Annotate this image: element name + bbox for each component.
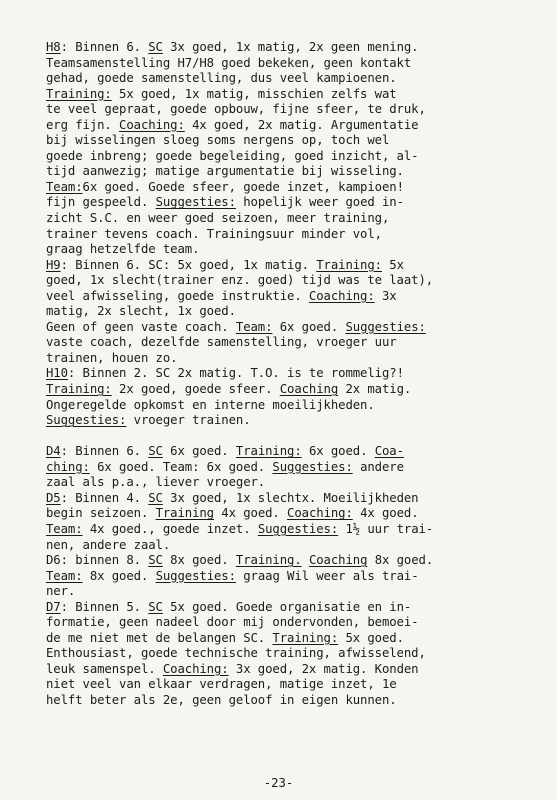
text-segment: goede inbreng; goede begeleiding, goed inzicht, al- <box>46 148 419 163</box>
underlined-label: Training: <box>235 444 302 459</box>
text-segment: : Binnen 6. <box>60 444 149 459</box>
underlined-label: Coaching <box>308 553 368 568</box>
text-segment: 5x goed. Goede organisatie en in- <box>162 599 412 614</box>
underlined-label: D5 <box>46 490 61 505</box>
text-line <box>46 211 546 227</box>
text-segment: vroeger trainen. <box>126 413 251 428</box>
underlined-label: Team: <box>46 568 83 583</box>
underlined-label: Training: <box>46 382 112 397</box>
text-segment: 6x goed. <box>301 444 375 459</box>
text-segment: tijd aanwezig; matige argumentatie bij wisseling. <box>46 164 404 179</box>
text-segment: hopelijk weer goed in- <box>235 195 404 210</box>
text-segment: nen, andere zaal. <box>46 537 171 552</box>
underlined-label: Team: <box>46 521 83 536</box>
text-line <box>46 553 546 569</box>
text-segment: 8x goed. <box>162 553 236 568</box>
text-segment: 8x goed. <box>367 553 434 568</box>
underlined-label: H8 <box>46 40 61 54</box>
text-segment: trainer tevens coach. Trainingsuur minder vol, <box>46 226 382 241</box>
text-segment: niet veel van elkaar verdragen, matige inzet, 1e <box>46 677 397 692</box>
text-line <box>46 71 546 87</box>
text-segment: : Binnen 6. <box>60 40 149 54</box>
text-line <box>46 600 546 616</box>
text-line <box>46 180 546 196</box>
text-segment: graag hetzelfde team. <box>46 242 200 257</box>
text-segment: leuk samenspel. <box>46 661 163 676</box>
text-line <box>46 460 546 476</box>
text-segment: helft beter als 2e, geen geloof in eigen kunnen. <box>46 692 397 707</box>
text-segment: 8x goed. <box>82 568 156 583</box>
text-line <box>46 382 546 398</box>
text-segment: formatie, geen nadeel door mij ondervonden, bemoei- <box>46 615 419 630</box>
text-line <box>46 195 546 211</box>
text-segment: de me niet met de belangen SC. <box>46 630 273 645</box>
text-line <box>46 584 546 600</box>
underlined-label: Suggesties: <box>272 459 353 474</box>
text-segment: 3x <box>374 288 397 303</box>
text-line <box>46 522 546 538</box>
text-segment: 4x goed, 2x matig. Argumentatie <box>184 117 419 132</box>
underlined-label: Coaching: <box>308 288 375 303</box>
text-segment: matig, 2x slecht, 1x goed. <box>46 304 236 319</box>
text-segment: fijn gespeeld. <box>46 195 156 210</box>
text-segment: D6: binnen 8. <box>46 553 149 568</box>
text-segment: 4x goed., goede inzet. <box>82 521 258 536</box>
text-segment: graag Wil weer als trai- <box>235 568 419 583</box>
underlined-label: D7 <box>46 599 61 614</box>
underlined-label: Training: <box>272 630 339 645</box>
text-line <box>46 118 546 134</box>
text-segment: 4x goed. <box>352 506 419 521</box>
text-segment: 6x goed. <box>272 319 346 334</box>
text-segment: erg fijn. <box>46 117 120 132</box>
underlined-label: SC <box>148 553 163 568</box>
text-segment: 1½ uur trai- <box>338 521 434 536</box>
underlined-label: SC <box>148 40 163 54</box>
underlined-label: Suggesties: <box>155 568 236 583</box>
underlined-label: Suggesties: <box>257 521 339 536</box>
text-segment: 6x goed. Team: 6x goed. <box>89 459 273 474</box>
text-segment: 2x matig. <box>338 382 412 397</box>
text-segment <box>302 553 309 567</box>
underlined-label: H9 <box>46 257 61 272</box>
text-line <box>46 646 546 662</box>
underlined-label: Coa- <box>374 444 404 459</box>
text-segment: : Binnen 5. <box>60 599 149 614</box>
underlined-label: H10 <box>46 366 68 381</box>
text-segment: 5x goed. <box>338 630 404 645</box>
text-segment: veel afwisseling, goede instruktie. <box>46 288 309 303</box>
text-line <box>46 304 546 320</box>
text-line <box>46 677 546 693</box>
text-line <box>46 631 546 647</box>
text-line <box>46 87 546 103</box>
text-line <box>46 102 546 118</box>
page-number: -23- <box>263 776 294 790</box>
text-segment: zicht S.C. en weer goed seizoen, meer training, <box>46 211 390 226</box>
text-segment: 3x goed, 1x matig, 2x geen mening. <box>162 40 419 54</box>
text-segment: 6x goed. Goede sfeer, goede inzet, kampioen! <box>82 179 404 194</box>
underlined-label: Coaching: <box>119 117 185 132</box>
underlined-label: SC <box>148 444 163 459</box>
text-line <box>46 335 546 351</box>
underlined-label: D4 <box>46 444 61 459</box>
text-line <box>46 351 546 367</box>
text-line <box>46 538 546 554</box>
evaluation-text <box>46 40 546 709</box>
text-line <box>46 164 546 180</box>
text-segment: begin seizoen. <box>46 506 156 521</box>
text-line <box>46 242 546 258</box>
text-line <box>46 149 546 165</box>
underlined-label: Suggesties: <box>345 319 426 334</box>
text-segment: te veel gepraat, goede opbouw, fijne sfeer, te druk, <box>46 102 426 117</box>
text-segment: 4x goed. <box>214 506 288 521</box>
underlined-label: Coaching: <box>162 661 229 676</box>
underlined-label: Team: <box>235 319 273 334</box>
underlined-label: Training: <box>46 86 112 101</box>
text-line <box>46 569 546 585</box>
text-segment: Ongeregelde opkomst en interne moeilijkheden. <box>46 397 375 412</box>
text-line <box>46 491 546 507</box>
text-segment: zaal als p.a., liever vroeger. <box>46 475 266 490</box>
text-segment: andere <box>352 459 404 474</box>
underlined-label: Coaching: <box>287 506 353 521</box>
text-segment: Geen of geen vaste coach. <box>46 319 236 334</box>
text-segment: : Binnen 2. SC 2x matig. T.O. is te rommelig?! <box>67 366 404 381</box>
text-line <box>46 444 546 460</box>
text-line <box>46 693 546 709</box>
text-segment: 3x goed, 1x slechtx. Moeilijkheden <box>162 490 419 505</box>
text-line <box>46 40 546 56</box>
underlined-label: Suggesties: <box>46 413 127 428</box>
text-line <box>46 398 546 414</box>
text-line <box>46 475 546 491</box>
underlined-label: Training. <box>235 553 302 568</box>
underlined-label: Training <box>155 506 214 521</box>
text-line <box>46 366 546 382</box>
text-segment: bij wisselingen sloeg soms nergens op, toch wel <box>46 133 390 148</box>
text-line <box>46 506 546 522</box>
underlined-label: ching: <box>46 459 90 474</box>
text-line <box>46 273 546 289</box>
underlined-label: Training: <box>316 257 382 272</box>
text-segment: goed, 1x slecht(trainer enz. goed) tijd was te laat), <box>46 273 434 288</box>
text-segment: vaste coach, dezelfde samenstelling, vroeger uur <box>46 335 397 350</box>
text-segment: Enthousiast, goede technische training, afwisselend, <box>46 646 426 661</box>
text-line <box>46 413 546 429</box>
text-segment: trainen, houen zo. <box>46 350 178 365</box>
text-segment: 5x <box>381 257 404 272</box>
text-line <box>46 289 546 305</box>
text-segment: 3x goed, 2x matig. Konden <box>228 661 419 676</box>
text-segment: gehad, goede samenstelling, dus veel kampioenen. <box>46 71 397 86</box>
underlined-label: SC <box>148 599 163 614</box>
underlined-label: Team: <box>46 179 83 194</box>
text-line <box>46 133 546 149</box>
blank-line <box>46 429 546 445</box>
text-segment: Teamsamenstelling H7/H8 goed bekeken, geen kontakt <box>46 55 412 70</box>
text-segment: : Binnen 4. <box>60 490 149 505</box>
underlined-label: Suggesties: <box>155 195 236 210</box>
text-segment: ner. <box>46 584 76 599</box>
text-segment: 6x goed. <box>162 444 236 459</box>
text-line <box>46 227 546 243</box>
underlined-label: SC <box>148 490 163 505</box>
text-line <box>46 56 546 72</box>
text-line <box>46 662 546 678</box>
text-line <box>46 320 546 336</box>
text-line <box>46 615 546 631</box>
underlined-label: Coaching <box>279 382 339 397</box>
text-line <box>46 258 546 274</box>
text-segment: 2x goed, goede sfeer. <box>111 382 280 397</box>
text-segment: : Binnen 6. SC: 5x goed, 1x matig. <box>60 257 317 272</box>
text-segment: 5x goed, 1x matig, misschien zelfs wat <box>111 86 397 101</box>
